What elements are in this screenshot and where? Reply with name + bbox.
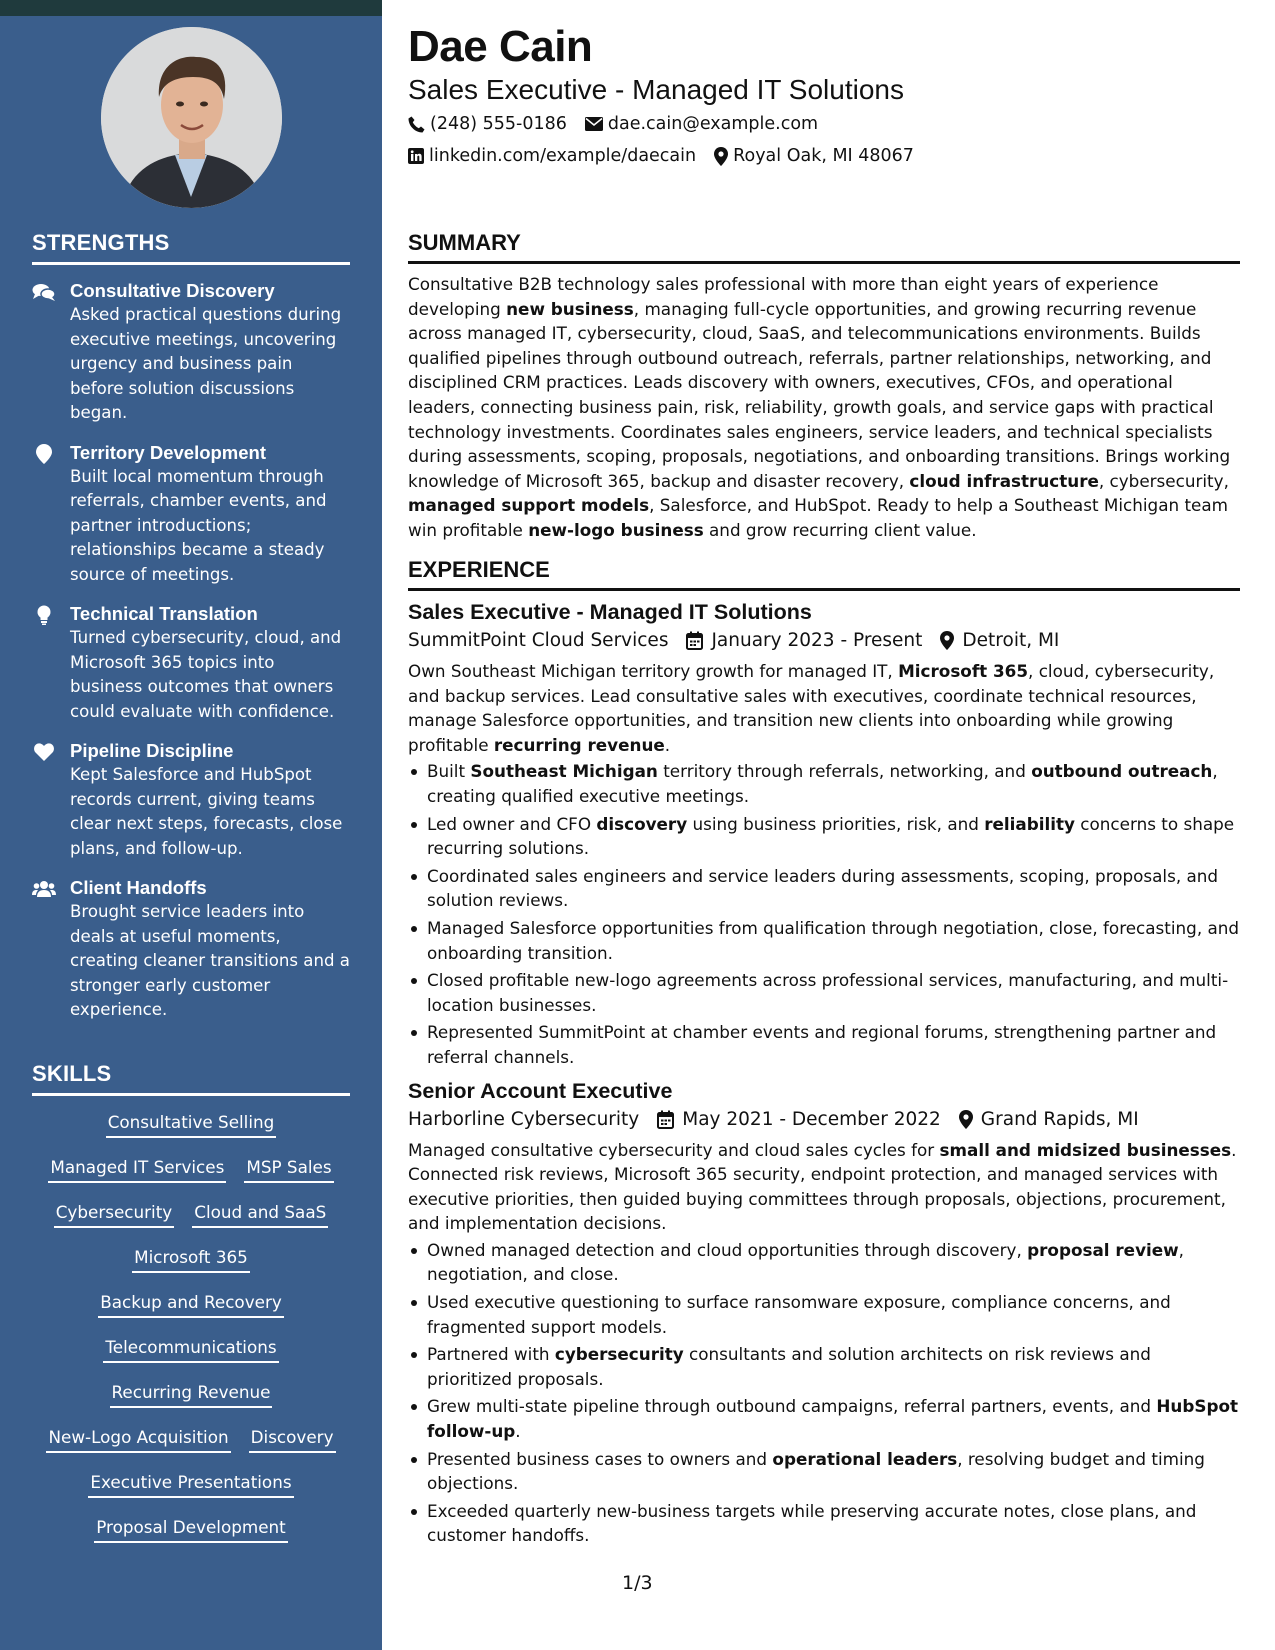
bullet-item (408, 812, 1240, 861)
strength-item (32, 876, 350, 1023)
text-run: consultants and solution architects on risk reviews and prioritized proposals. (427, 1344, 1151, 1389)
profile-photo (101, 27, 282, 208)
job-entry (408, 600, 1240, 1070)
strength-title: Territory Development (70, 441, 267, 463)
phone-text: (248) 555-0186 (430, 114, 567, 134)
envelope-icon (585, 117, 603, 131)
bold-text: cloud infrastructure (909, 470, 1099, 491)
bullet-item (408, 1499, 1240, 1548)
email-text: dae.cain@example.com (607, 114, 819, 134)
skill-tag: MSP Sales (244, 1155, 333, 1183)
heart-icon (32, 742, 56, 762)
skill-tag: New-Logo Acquisition (46, 1425, 230, 1453)
linkedin-icon (408, 148, 424, 164)
skills-row (32, 1155, 350, 1200)
contact-line (408, 114, 818, 134)
strength-desc: Brought service leaders into deals at useful moments, creating cleaner transitions and a stronger early customer experience. (70, 902, 350, 1019)
skill-tag: Proposal Development (94, 1515, 288, 1543)
bullet-item (408, 916, 1240, 965)
strength-desc: Built local momentum through referrals, chamber events, and partner introductions; relationships became a steady source of meetings. (70, 466, 327, 584)
skill-tag: Managed IT Services (48, 1155, 226, 1183)
strength-title: Pipeline Discipline (70, 740, 234, 761)
skills-row (32, 1290, 350, 1335)
text-run: Exceeded quarterly new-business targets while preserving accurate notes, close plans, and customer handoffs. (427, 1500, 1197, 1546)
strength-item (32, 279, 350, 426)
skills-row (32, 1425, 350, 1470)
skill-tag: Cloud and SaaS (192, 1200, 328, 1228)
summary-section (408, 230, 1240, 543)
strength-item (32, 739, 350, 861)
calendar-icon (686, 631, 703, 650)
text-run: Partnered with (427, 1344, 555, 1365)
job-title: Sales Executive - Managed IT Solutions (408, 600, 812, 624)
bullet-item (408, 1342, 1240, 1391)
text-run: Own Southeast Michigan territory growth for managed IT, (408, 661, 899, 681)
job-location: Detroit, MI (962, 630, 1060, 651)
text-run: territory through referrals, networking, and (657, 761, 1032, 782)
skills-row (32, 1470, 350, 1515)
map-marker-icon (940, 631, 954, 650)
job-meta (408, 630, 1240, 651)
map-marker-icon (959, 1110, 973, 1129)
linkedin-text: linkedin.com/example/daecain (429, 146, 697, 166)
text-run: Consultative B2B technology sales professional with more than eight years of experience developing (408, 274, 1159, 319)
skills-row (32, 1110, 350, 1155)
bullet-item (408, 864, 1240, 913)
bullet-item (408, 1394, 1240, 1443)
bold-text: new business (506, 298, 634, 319)
text-run: Closed profitable new-logo agreements across professional services, manufacturing, and multi-location businesses. (427, 970, 1229, 1015)
strength-title: Technical Translation (70, 603, 258, 624)
lightbulb-icon (32, 605, 56, 625)
phone-icon (408, 116, 425, 133)
bold-text: Southeast Michigan (470, 761, 658, 782)
contact-line (408, 146, 914, 166)
bullet-item (408, 1238, 1240, 1287)
text-run: , Salesforce, and HubSpot. Ready to help a Southeast Michigan team win profitable (408, 495, 1228, 540)
text-run: , resolving budget and timing objections. (427, 1448, 1205, 1494)
map-marker-icon (714, 147, 728, 166)
text-run: . (664, 734, 671, 755)
text-run: , cybersecurity, (1098, 470, 1229, 491)
strength-item (32, 441, 350, 588)
skills-heading: SKILLS (32, 1061, 350, 1096)
text-run: Grew multi-state pipeline through outbound campaigns, referral partners, events, and (427, 1396, 1157, 1417)
text-run: Owned managed detection and cloud opportunities through discovery, (427, 1239, 1028, 1260)
skills-row (32, 1380, 350, 1425)
text-run: concerns to shape recurring solutions. (427, 813, 1235, 859)
bold-text: outbound outreach (1031, 761, 1213, 782)
candidate-title: Sales Executive - Managed IT Solutions (408, 74, 904, 105)
strength-item (32, 602, 350, 724)
job-dates: January 2023 - Present (711, 630, 923, 651)
text-run: Used executive questioning to surface ransomware exposure, compliance concerns, and fragmented support models. (427, 1292, 1171, 1337)
text-run: , managing full-cycle opportunities, and growing recurring revenue across managed IT, cybersecurity, cloud, SaaS, and telecommunications environments. Builds qualified pipelines through outbound outreach, referrals, partner relationships, networking, and disciplined CRM practices. Leads discovery with owners, executives, CFOs, and operational leaders, connecting business pain, risk, reliability, growth goals, and service gaps with practical technology investments. Coordinates sales engineers, service leaders, and technical specialists during assessments, scoping, proposals, negotiations, and onboarding transitions. Brings working knowledge of Microsoft 365, backup and disaster recovery, (408, 298, 1231, 491)
summary-text (408, 272, 1240, 543)
bold-text: cybersecurity (554, 1344, 684, 1365)
text-run: Managed Salesforce opportunities from qualification through negotiation, close, forecasting, and onboarding transition. (427, 917, 1240, 963)
job-dates-wrap (657, 1109, 941, 1130)
strengths-section (32, 230, 350, 1023)
text-run: . (515, 1421, 521, 1442)
text-run: Coordinated sales engineers and service leaders during assessments, scoping, proposals, and solution reviews. (427, 865, 1219, 911)
skill-tag: Discovery (249, 1425, 336, 1453)
bullet-item (408, 1020, 1240, 1069)
job-company: Harborline Cybersecurity (408, 1108, 640, 1130)
job-bullets (408, 1238, 1240, 1548)
bullet-item (408, 1447, 1240, 1496)
job-location: Grand Rapids, MI (980, 1108, 1139, 1130)
strength-desc: Kept Salesforce and HubSpot records current, giving teams clear next steps, forecasts, close plans, and follow-up. (70, 765, 343, 858)
summary-heading: SUMMARY (408, 230, 1240, 264)
bold-text: recurring revenue (493, 734, 665, 755)
job-title: Senior Account Executive (408, 1078, 673, 1103)
skills-section (32, 1061, 350, 1560)
skills-row (32, 1200, 350, 1245)
skills-row (32, 1515, 350, 1560)
text-run: . Connected risk reviews, Microsoft 365 security, endpoint protection, and managed services with executive priorities, then guided buying committees through proposals, objections, procurement, and implementation decisions. (408, 1139, 1237, 1234)
bold-text: operational leaders (772, 1448, 958, 1469)
bullet-item (408, 759, 1240, 808)
job-dates: May 2021 - December 2022 (682, 1108, 941, 1130)
map-pin-icon (32, 444, 56, 464)
text-run: , cloud, cybersecurity, and backup services. Lead consultative sales with executives, coordinate technical resources, manage Salesforce opportunities, and transition new clients into onboarding while growing profitable (408, 661, 1215, 755)
contact-location (714, 146, 914, 166)
comments-icon (32, 282, 56, 302)
bold-text: new-logo business (528, 519, 704, 540)
job-location-wrap (940, 630, 1059, 651)
skills-row (32, 1335, 350, 1380)
job-summary (408, 659, 1240, 757)
strength-title: Client Handoffs (70, 877, 207, 898)
text-run: , negotiation, and close. (427, 1239, 1184, 1285)
strength-title: Consultative Discovery (70, 280, 275, 301)
bold-text: HubSpot follow-up (427, 1396, 1239, 1442)
location-text: Royal Oak, MI 48067 (733, 146, 914, 166)
skills-list (32, 1110, 350, 1560)
job-bullets (408, 759, 1240, 1069)
bold-text: managed support models (408, 495, 650, 516)
skill-tag: Executive Presentations (88, 1470, 293, 1498)
bold-text: Microsoft 365 (898, 661, 1029, 681)
bullet-item (408, 968, 1240, 1017)
text-run: Represented SummitPoint at chamber events and regional forums, strengthening partner and referral channels. (427, 1022, 1217, 1067)
bullet-item (408, 1290, 1240, 1339)
calendar-icon (657, 1110, 674, 1129)
skill-tag: Telecommunications (103, 1335, 278, 1363)
bold-text: proposal review (1027, 1239, 1179, 1260)
strength-desc: Asked practical questions during executive meetings, uncovering urgency and business pain before solution discussions began. (70, 305, 342, 422)
text-run: Presented business cases to owners and (427, 1448, 773, 1469)
experience-heading: EXPERIENCE (408, 557, 1240, 591)
bold-text: discovery (596, 813, 688, 834)
job-location-wrap (959, 1109, 1139, 1130)
experience-section (408, 557, 1240, 1551)
text-run: Built (427, 761, 471, 782)
candidate-name: Dae Cain (408, 22, 593, 71)
text-run: , creating qualified executive meetings. (427, 761, 1218, 806)
job-dates-wrap (686, 630, 922, 651)
skill-tag: Cybersecurity (54, 1200, 175, 1228)
job-company: SummitPoint Cloud Services (408, 630, 669, 651)
sidebar (0, 0, 382, 1650)
bold-text: reliability (984, 813, 1075, 834)
sidebar-top-bar (0, 0, 382, 16)
strengths-list (32, 279, 350, 1023)
skill-tag: Backup and Recovery (98, 1290, 284, 1318)
job-meta (408, 1109, 1240, 1130)
text-run: and grow recurring client value. (703, 519, 977, 540)
bold-text: small and midsized businesses (939, 1139, 1232, 1160)
skill-tag: Consultative Selling (106, 1110, 277, 1138)
users-icon (32, 879, 56, 899)
strengths-heading: STRENGTHS (32, 230, 350, 265)
contact-linkedin[interactable] (408, 146, 696, 166)
job-entry (408, 1079, 1240, 1549)
contact-phone[interactable] (408, 114, 567, 134)
contact-email[interactable] (585, 114, 818, 134)
page-number: 1/3 (622, 1572, 653, 1594)
strength-desc: Turned cybersecurity, cloud, and Microsoft 365 topics into business outcomes that owners could evaluate with confidence. (70, 628, 342, 721)
skill-tag: Recurring Revenue (110, 1380, 273, 1408)
text-run: Managed consultative cybersecurity and cloud sales cycles for (408, 1139, 940, 1160)
text-run: using business priorities, risk, and (687, 813, 985, 834)
job-summary (408, 1138, 1240, 1236)
skill-tag: Microsoft 365 (132, 1245, 250, 1273)
skills-row (32, 1245, 350, 1290)
text-run: Led owner and CFO (427, 813, 597, 834)
